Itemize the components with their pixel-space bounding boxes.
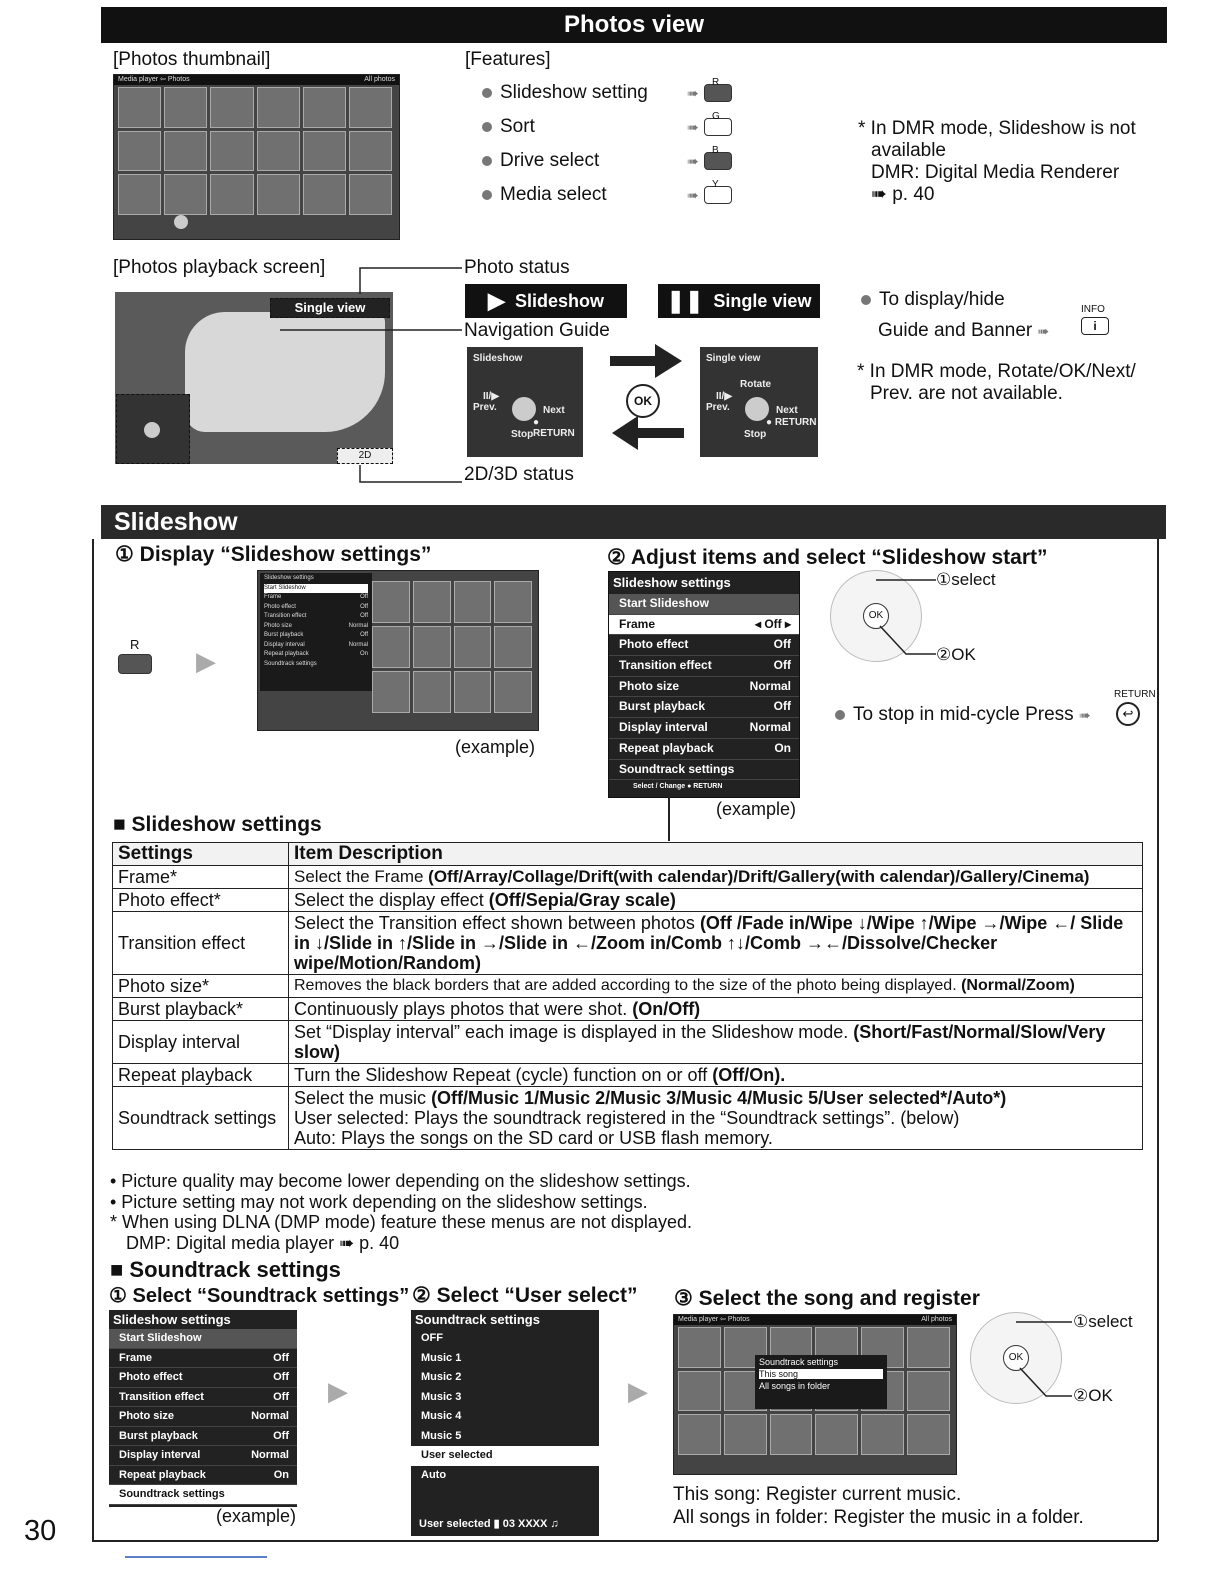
- red-key-icon: [118, 654, 152, 674]
- menu-title: Slideshow settings: [613, 575, 731, 590]
- menu-row-transition-effect[interactable]: Transition effect Off: [609, 656, 799, 677]
- arrow-icon: ▶: [628, 1376, 648, 1406]
- callout-lines: [280, 260, 465, 490]
- example-caption-1: (example): [455, 737, 536, 757]
- ok-callout: ②OK: [1073, 1386, 1113, 1405]
- ok-button-icon: OK: [626, 384, 660, 418]
- nav-guide-label: Navigation Guide: [464, 320, 610, 341]
- menu-footer: Select / Change ● RETURN: [633, 783, 723, 791]
- section-left-border: [92, 539, 94, 1541]
- option-off[interactable]: OFF: [421, 1332, 443, 1344]
- settings-table: [112, 842, 1143, 1150]
- thumbnail-grid: [118, 87, 392, 215]
- table-row: Display interval Set “Display interval” each image is displayed in the Slideshow mode. (Short/Fast/Normal/Slow/Very slow): [113, 1021, 1143, 1064]
- example-caption-2: (example): [716, 799, 797, 819]
- menu-row-photo-size[interactable]: Photo size Normal: [609, 677, 799, 698]
- return-key-label: RETURN: [1114, 689, 1156, 700]
- user-selected-footer: User selected ▮ 03 XXXX ♫: [419, 1518, 559, 1530]
- soundtrack-step3: ③ Select the song and register: [674, 1287, 980, 1310]
- photo-status-label: Photo status: [464, 257, 570, 278]
- slideshow-step1: ① Display “Slideshow settings”: [115, 543, 432, 566]
- option-music-4[interactable]: Music 4: [421, 1410, 462, 1422]
- section-right-border: [1157, 539, 1159, 1541]
- ok-callout: ②OK: [936, 645, 976, 664]
- soundtrack-popup: Soundtrack settings This song All songs in folder: [755, 1355, 887, 1409]
- bottom-link-line: [125, 1556, 267, 1558]
- thumbnail-bar-right: All photos: [364, 76, 395, 83]
- stop-note: To stop in mid-cycle Press ➠: [835, 704, 1091, 726]
- option-user-selected[interactable]: User selected: [411, 1446, 599, 1466]
- soundtrack-step1-menu: Slideshow settings Start Slideshow Frame Off Photo effect Off Transition effect Off Photo size Normal Burst playback Off Display interval Normal Repeat playback On Soundtrack settings: [109, 1310, 297, 1507]
- menu-row-soundtrack[interactable]: Soundtrack settings: [109, 1485, 297, 1505]
- feature-item: Drive select ➠ B: [482, 144, 732, 178]
- slideshow-section-title: Slideshow: [101, 505, 1166, 539]
- settings-example-screenshot: [257, 570, 539, 731]
- table-row: Burst playback* Continuously plays photos that were shot. (On/Off): [113, 998, 1143, 1021]
- ok-wheel-callouts: [1000, 1312, 1076, 1412]
- return-icon: ↩: [1116, 702, 1140, 726]
- thumbnail-ok-icon: [174, 215, 188, 229]
- play-icon: ▶: [488, 288, 505, 313]
- mini-settings-menu: Slideshow settings Start Slideshow Frame Off Photo effect Off Transition effect Off Photo size Normal Burst playback Off Display interval Normal Repeat playback On Soundtrack settings: [260, 573, 372, 691]
- select-callout: ①select: [1073, 1312, 1133, 1331]
- feature-item: Media select ➠ Y: [482, 178, 732, 212]
- col-settings: Settings: [113, 843, 289, 866]
- screen-2d-indicator: 2D: [337, 448, 393, 464]
- soundtrack-heading: ■ Soundtrack settings: [110, 1257, 341, 1282]
- menu-leader-line: [668, 797, 670, 841]
- dmr-slideshow-note: * In DMR mode, Slideshow is not available DMR: Digital Media Renderer ➠ p. 40: [858, 118, 1136, 205]
- slideshow-step2: ② Adjust items and select “Slideshow start”: [607, 546, 1048, 569]
- ok-icon: OK: [863, 603, 889, 629]
- notes: • Picture quality may become lower depending on the slideshow settings. • Picture setting may not work depending on the slideshow settings. * When using DLNA (DMP mode) feature these menus are not displayed. DMP: Digital media player ➠ p. 40: [110, 1171, 692, 1253]
- table-row: Photo size* Removes the black borders that are added according to the size of the photo being displayed. (Normal/Zoom): [113, 975, 1143, 998]
- 2d3d-status-label: 2D/3D status: [464, 464, 574, 485]
- table-row: Frame* Select the Frame (Off/Array/Collage/Drift(with calendar)/Drift/Gallery(with calendar)/Gallery/Cinema): [113, 866, 1143, 889]
- col-description: Item Description: [289, 843, 1143, 866]
- song-register-screenshot: Media player ⇦ Photos All photos Soundtrack settings This song All songs in folder: [673, 1314, 957, 1475]
- status-slideshow: ▶ Slideshow: [465, 284, 627, 318]
- option-music-1[interactable]: Music 1: [421, 1351, 462, 1364]
- example-caption-3: (example): [216, 1506, 297, 1526]
- soundtrack-step2: ② Select “User select”: [412, 1284, 638, 1307]
- nav-guide-single-view: Single view Rotate II/▶ Prev. Next ● RETURN Stop: [700, 347, 818, 457]
- menu-row-display-interval[interactable]: Display interval Normal: [609, 718, 799, 739]
- option-music-3[interactable]: Music 3: [421, 1390, 462, 1403]
- arrow-icon: ▶: [196, 646, 216, 676]
- features-list: [482, 76, 732, 212]
- settings-heading: ■ Slideshow settings: [113, 813, 322, 836]
- screen-single-view-banner: Single view: [270, 298, 390, 318]
- popup-this-song[interactable]: This song: [759, 1369, 883, 1379]
- soundtrack-options-menu: Soundtrack settings OFF Music 1 Music 2 Music 3 Music 4 Music 5 User selected Auto User selected ▮ 03 XXXX ♫: [411, 1310, 599, 1536]
- popup-all-songs[interactable]: All songs in folder: [759, 1381, 831, 1391]
- feature-item: Slideshow setting ➠ R: [482, 76, 732, 110]
- option-music-2[interactable]: Music 2: [421, 1371, 462, 1383]
- dmr-rotate-note: * In DMR mode, Rotate/OK/Next/ Prev. are not available.: [857, 361, 1136, 404]
- section-bottom-border: [92, 1540, 1158, 1542]
- thumbnail-bar-left: Media player ⇦ Photos: [118, 76, 190, 83]
- menu-row-repeat-playback[interactable]: Repeat playback On: [109, 1466, 297, 1486]
- info-key-label: INFO: [1081, 304, 1105, 315]
- option-music-5[interactable]: Music 5: [421, 1429, 462, 1442]
- song-register-desc: This song: Register current music. All songs in folder: Register the music in a folder.: [673, 1484, 1084, 1528]
- display-hide-note: To display/hide Guide and Banner ➠: [861, 284, 1049, 347]
- page-header: Photos view: [101, 7, 1167, 43]
- slideshow-settings-menu: [608, 571, 800, 798]
- status-single-view: ❚❚ Single view: [658, 284, 820, 318]
- menu-row-repeat-playback[interactable]: Repeat playback On: [609, 739, 799, 760]
- menu-row-transition-effect[interactable]: Transition effect Off: [109, 1388, 297, 1408]
- r-key-label: R: [130, 637, 140, 652]
- table-row: Soundtrack settings Select the music (Off/Music 1/Music 2/Music 3/Music 4/Music 5/User selected*/Auto*) User selected: Plays the soundtrack registered in the “Soundtrack settings”. (below) Auto: Plays the songs on the SD card or USB flash memory.: [113, 1087, 1143, 1150]
- menu-row-photo-size[interactable]: Photo size Normal: [109, 1407, 297, 1427]
- menu-row-frame[interactable]: Frame Off: [109, 1349, 297, 1369]
- menu-row-photo-effect[interactable]: Photo effect Off: [109, 1368, 297, 1388]
- menu-start-slideshow[interactable]: Start Slideshow: [609, 594, 799, 615]
- thumbnail-screenshot: [113, 74, 400, 240]
- table-row: Repeat playback Turn the Slideshow Repeat (cycle) function on or off (Off/On).: [113, 1064, 1143, 1087]
- menu-row-photo-effect[interactable]: Photo effect Off: [609, 635, 799, 656]
- select-callout: ①select: [936, 570, 996, 589]
- soundtrack-step1: ① Select “Soundtrack settings”: [109, 1285, 410, 1307]
- menu-row-display-interval[interactable]: Display interval Normal: [109, 1446, 297, 1466]
- feature-item: Sort ➠ G: [482, 110, 732, 144]
- menu-row-burst-playback[interactable]: Burst playback Off: [109, 1427, 297, 1447]
- menu-row-burst-playback[interactable]: Burst playback Off: [609, 697, 799, 718]
- playback-label: [Photos playback screen]: [113, 257, 326, 278]
- pause-icon: ❚❚: [666, 288, 704, 313]
- menu-row-soundtrack[interactable]: Soundtrack settings: [609, 760, 799, 781]
- thumbnail-label: [Photos thumbnail]: [113, 49, 271, 70]
- menu-start-slideshow[interactable]: Start Slideshow: [109, 1329, 297, 1349]
- table-row: Transition effect Select the Transition effect shown between photos (Off /Fade in/Wipe ↓/Wipe ↑/Wipe →/Wipe ←/ Slide in ↓/Slide in ↑/Slide in →/Slide in ←/Zoom in/Comb ↑↓/Comb →←/Dissolve/Checker wipe/Motion/Random): [113, 912, 1143, 975]
- option-auto[interactable]: Auto: [421, 1468, 447, 1481]
- screen-nav-guide: [116, 394, 190, 464]
- arrow-icon: ▶: [328, 1376, 348, 1406]
- table-row: Photo effect* Select the display effect (Off/Sepia/Gray scale): [113, 889, 1143, 912]
- nav-guide-slideshow: Slideshow II/▶ Prev. Next ● RETURN Stop: [467, 347, 583, 457]
- menu-row-frame[interactable]: Frame ◂ Off ▸: [609, 615, 799, 636]
- features-label: [Features]: [465, 49, 551, 70]
- page-number: 30: [24, 1515, 57, 1547]
- info-key-icon: i: [1081, 317, 1109, 335]
- ok-icon: OK: [1003, 1345, 1029, 1371]
